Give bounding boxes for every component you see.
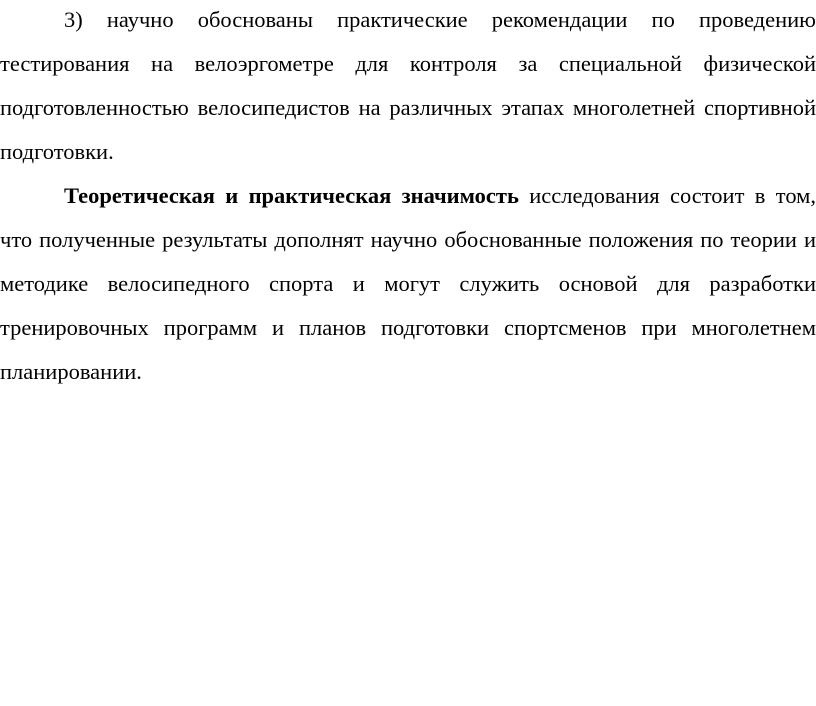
paragraph-significance-text: исследования состоит в том, что полученные результаты дополнят научно обоснованные положения по теории и методике велосипедного спорта и могут служить основой для разработки тренировочных программ и планов подготовки спортсменов при многолетнем планировании. bbox=[0, 183, 816, 384]
significance-bold-heading: Теоретическая и практическая значимость bbox=[64, 183, 519, 208]
paragraph-recommendations-text: 3) научно обоснованы практические рекомендации по проведению тестирования на велоэргометре для контроля за специальной физической подготовленностью велосипедистов на различных этапах многолетней спортивной подготовки. bbox=[0, 7, 816, 164]
paragraph-significance bbox=[0, 174, 816, 394]
paragraph-recommendations bbox=[0, 0, 816, 174]
